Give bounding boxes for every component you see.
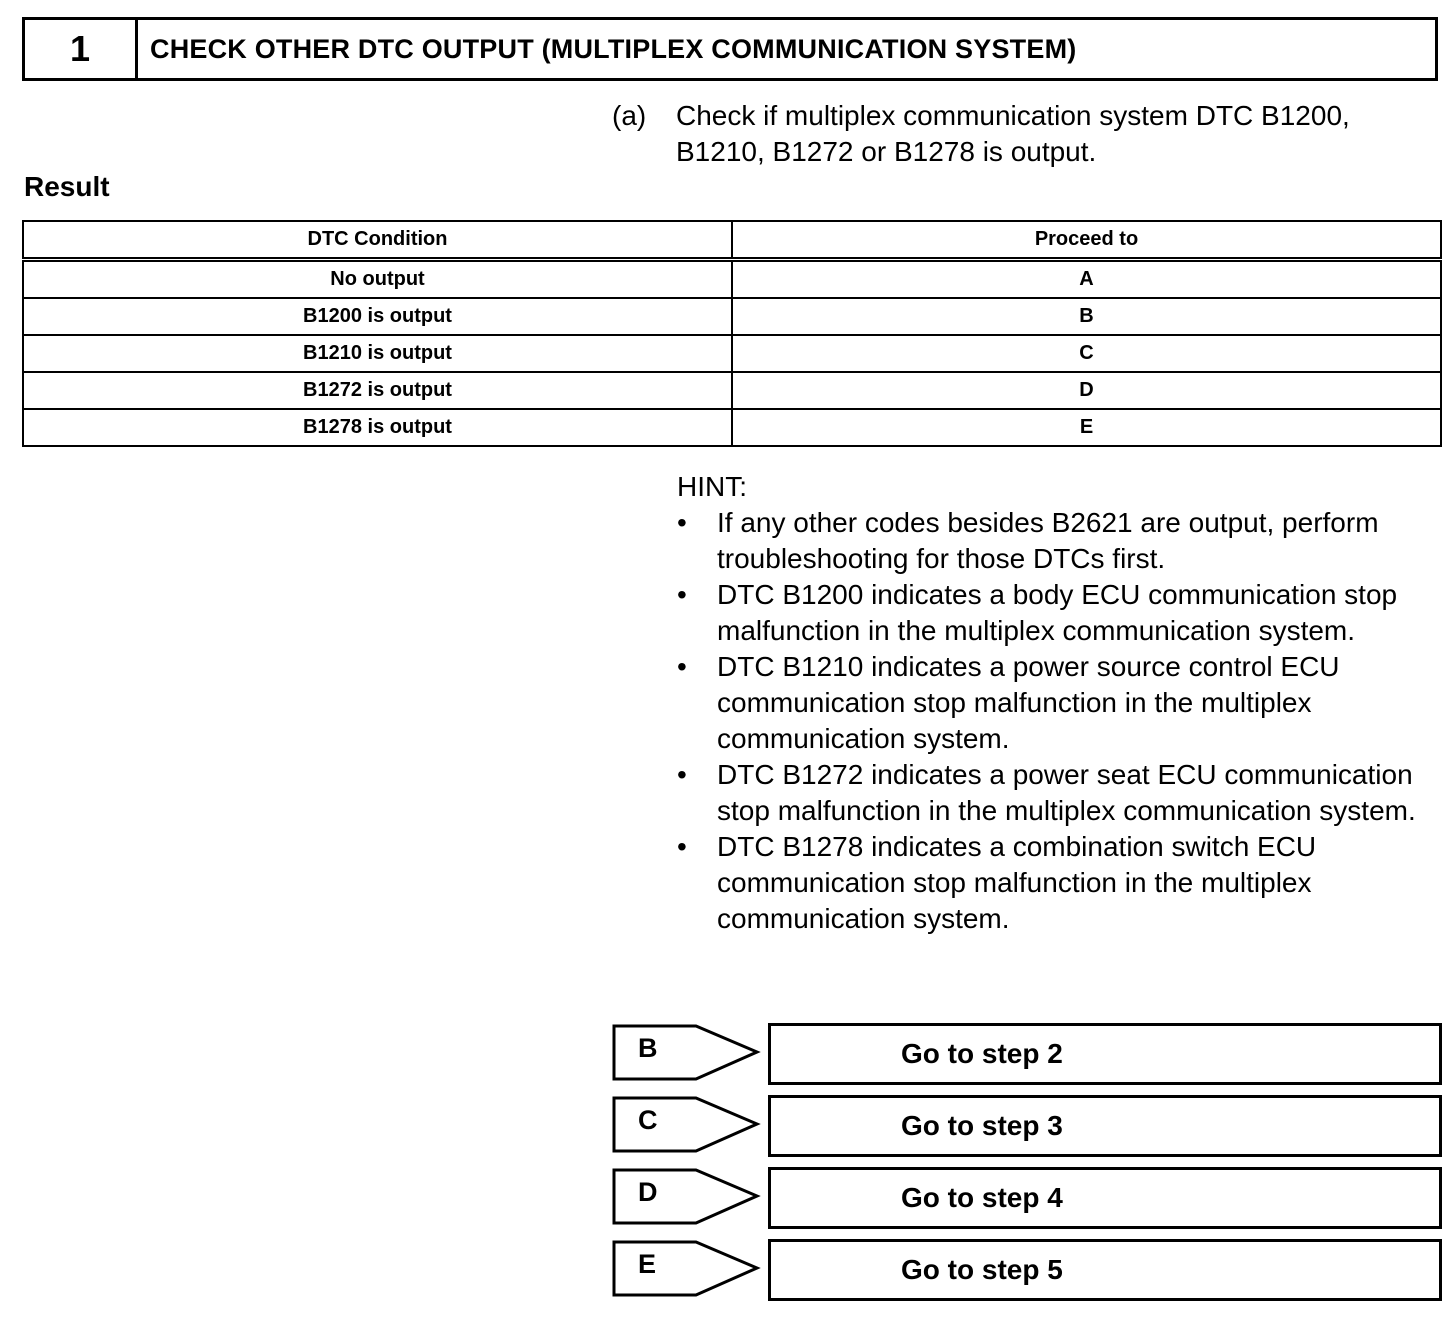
table-row [23, 335, 1441, 372]
hint-list [677, 505, 1445, 937]
goto-target-box[interactable] [768, 1167, 1442, 1229]
result-label: Result [24, 171, 110, 202]
arrow-tag-icon [612, 1095, 762, 1157]
goto-target-label: Go to step 5 [901, 1254, 1063, 1285]
goto-target-label: Go to step 2 [901, 1038, 1063, 1069]
arrow-tag-icon [612, 1239, 762, 1301]
goto-code: D [638, 1177, 658, 1207]
hint-item-text: DTC B1278 indicates a combination switch ECU communication stop malfunction in the multiplex communication system. [717, 831, 1317, 934]
table-row [23, 409, 1441, 446]
arrow-tag-icon [612, 1023, 762, 1085]
bullet-icon: • [677, 651, 687, 682]
bullet-icon: • [677, 579, 687, 610]
dtc-condition-cell: B1200 is output [23, 298, 732, 335]
goto-row-c [612, 1095, 1442, 1157]
goto-row-d [612, 1167, 1442, 1229]
arrow-tag-icon [612, 1167, 762, 1229]
header-dtc-condition: DTC Condition [23, 221, 732, 260]
hint-label: HINT: [677, 471, 747, 502]
hint-item-text: If any other codes besides B2621 are output, perform troubleshooting for those DTCs first. [717, 507, 1379, 574]
proceed-to-cell: C [732, 335, 1441, 372]
proceed-to-cell: B [732, 298, 1441, 335]
instruction [612, 98, 1432, 170]
proceed-to-cell: A [732, 260, 1441, 299]
step-title: CHECK OTHER DTC OUTPUT (MULTIPLEX COMMUNICATION SYSTEM) [150, 33, 1077, 64]
list-item [677, 577, 1445, 649]
list-item [677, 829, 1445, 937]
table-header-row [23, 221, 1441, 260]
proceed-to-cell: D [732, 372, 1441, 409]
proceed-to-cell: E [732, 409, 1441, 446]
goto-row-b [612, 1023, 1442, 1085]
bullet-icon: • [677, 759, 687, 790]
dtc-condition-cell: B1278 is output [23, 409, 732, 446]
step-header [22, 17, 1438, 81]
table-row [23, 260, 1441, 299]
dtc-condition-cell: No output [23, 260, 732, 299]
dtc-condition-cell: B1272 is output [23, 372, 732, 409]
instruction-marker: (a) [612, 100, 647, 131]
goto-code: E [638, 1249, 657, 1279]
header-proceed-to: Proceed to [732, 221, 1441, 260]
hint-section [677, 469, 1445, 937]
goto-code: B [638, 1033, 658, 1063]
goto-target-box[interactable] [768, 1095, 1442, 1157]
list-item [677, 649, 1445, 757]
table-row [23, 372, 1441, 409]
hint-item-text: DTC B1210 indicates a power source control ECU communication stop malfunction in the multiplex communication system. [717, 651, 1340, 754]
goto-target-box[interactable] [768, 1023, 1442, 1085]
table-row [23, 298, 1441, 335]
goto-code: C [638, 1105, 658, 1135]
goto-target-label: Go to step 3 [901, 1110, 1063, 1141]
hint-item-text: DTC B1200 indicates a body ECU communication stop malfunction in the multiplex communication system. [717, 579, 1398, 646]
bullet-icon: • [677, 831, 687, 862]
step-number: 1 [25, 20, 138, 78]
result-table [22, 220, 1442, 447]
dtc-condition-cell: B1210 is output [23, 335, 732, 372]
instruction-text: Check if multiplex communication system DTC B1200, B1210, B1272 or B1278 is output. [676, 100, 1350, 167]
list-item [677, 505, 1445, 577]
goto-target-box[interactable] [768, 1239, 1442, 1301]
bullet-icon: • [677, 507, 687, 538]
hint-item-text: DTC B1272 indicates a power seat ECU communication stop malfunction in the multiplex communication system. [717, 759, 1416, 826]
goto-row-e [612, 1239, 1442, 1301]
goto-target-label: Go to step 4 [901, 1182, 1063, 1213]
list-item [677, 757, 1445, 829]
